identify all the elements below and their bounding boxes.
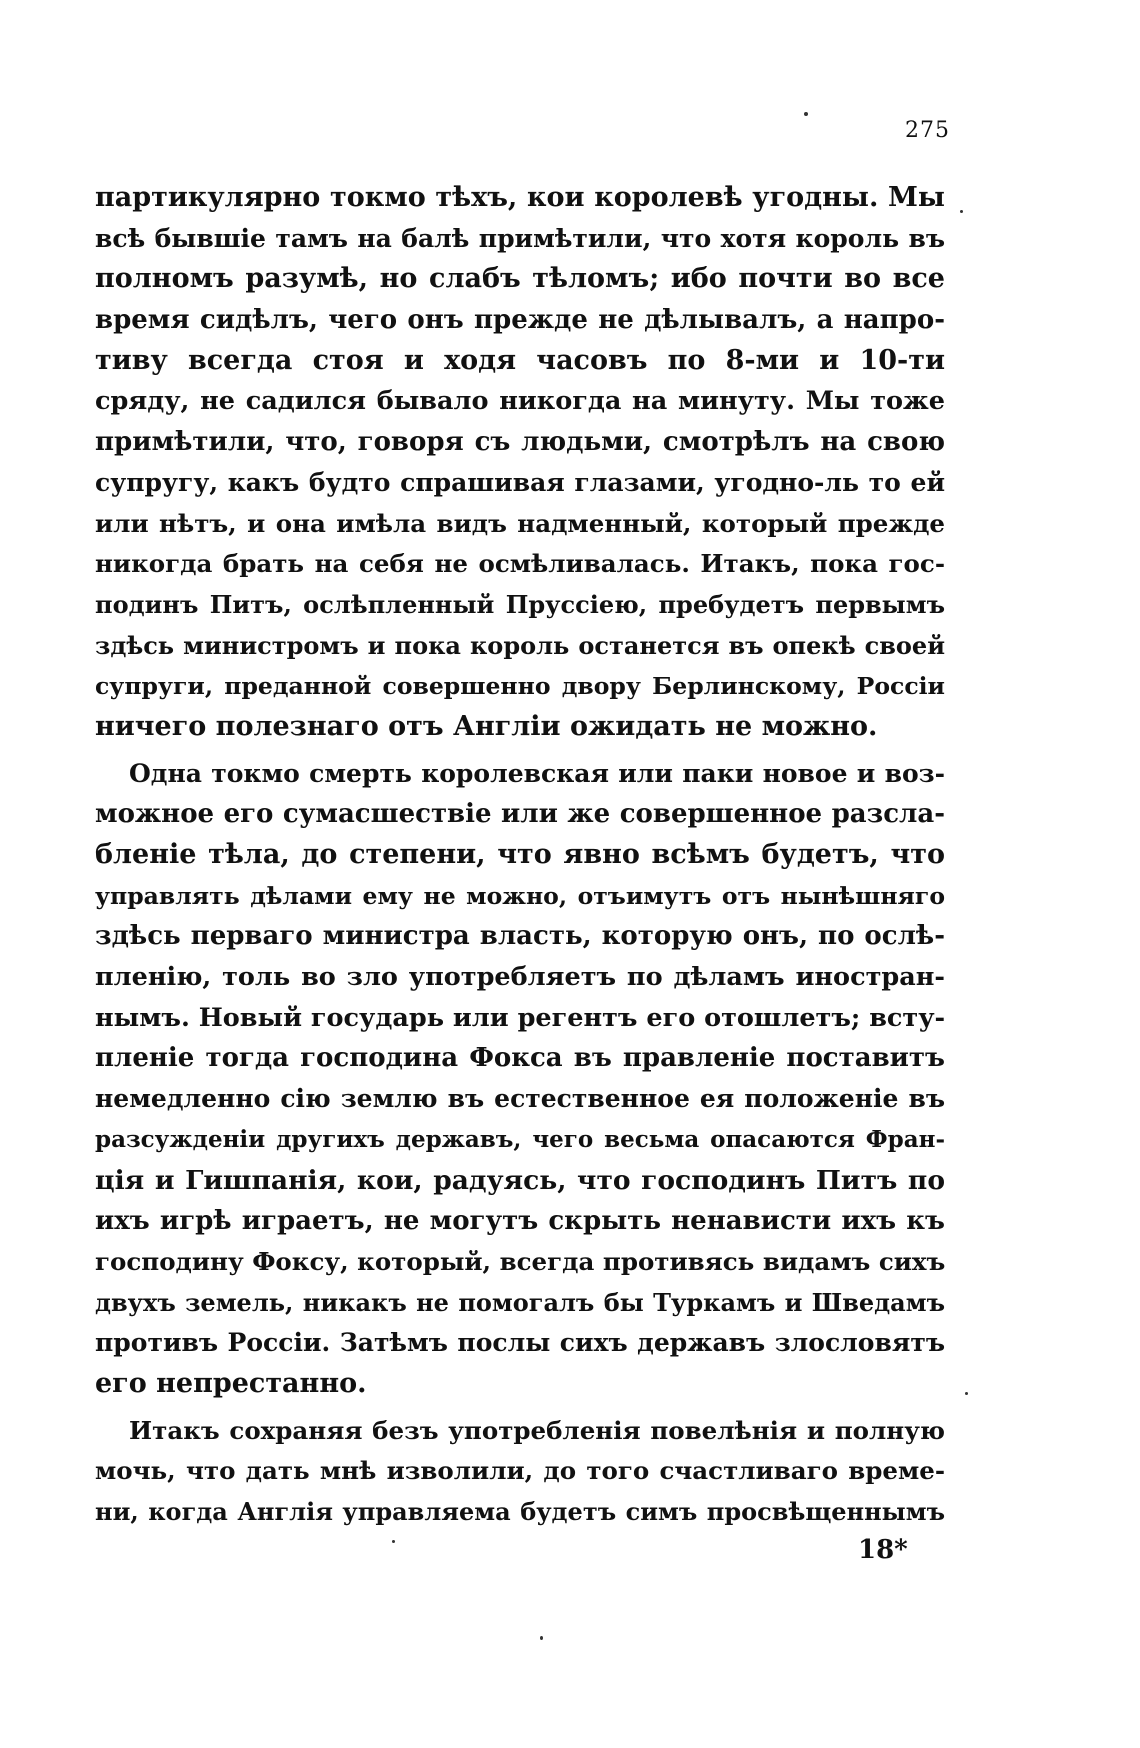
text-line: бленіе тѣла, до степени, что явно всѣмъ будетъ, что (95, 839, 945, 870)
paragraph-2 (95, 754, 945, 1405)
text-line: пленіе тогда господина Фокса въ правленіе поставитъ (95, 1043, 945, 1074)
text-line: его непрестанно. (95, 1367, 367, 1399)
paragraph-1 (95, 178, 945, 748)
print-speck (804, 112, 808, 116)
text-line: можное его сумасшествіе или же совершенное разсла- (95, 799, 945, 830)
text-line: ни, когда Англія управляема будетъ симъ просвѣщеннымъ (95, 1497, 945, 1526)
body-text (95, 178, 945, 1533)
signature-mark: 18* (858, 1535, 908, 1565)
text-line: мочь, что дать мнѣ изволили, до того счастливаго време- (95, 1456, 945, 1486)
paragraph-3 (95, 1411, 945, 1533)
text-line: нымъ. Новый государь или регентъ его отошлетъ; всту- (95, 1002, 945, 1033)
text-line: супругу, какъ будто спрашивая глазами, угодно-ль то ей (95, 467, 945, 497)
text-line: никогда брать на себя не осмѣливалась. Итакъ, пока гос- (95, 549, 945, 579)
text-line: или нѣтъ, и она имѣла видъ надменный, который прежде (95, 508, 945, 538)
text-line: здѣсь перваго министра власть, которую онъ, по ослѣ- (95, 921, 945, 952)
text-line: разсужденіи другихъ державъ, чего весьма опасаются Фран- (95, 1125, 945, 1153)
text-line: полномъ разумѣ, но слабъ тѣломъ; ибо почти во все (95, 263, 945, 295)
text-line: примѣтили, что, говоря съ людьми, смотрѣлъ на свою (95, 427, 945, 458)
text-line: подинъ Питъ, ослѣпленный Пруссіею, пребудетъ первымъ (95, 589, 945, 619)
print-speck (540, 1636, 543, 1640)
text-line: сряду, не садился бывало никогда на минуту. Мы тоже (95, 386, 945, 417)
text-line: тиву всегда стоя и ходя часовъ по 8-ми и 10-ти (95, 344, 945, 376)
text-line: супруги, преданной совершенно двору Берлинскому, Россіи (95, 672, 945, 701)
text-line: время сидѣлъ, чего онъ прежде не дѣлывалъ, а напро- (95, 305, 945, 336)
text-line: ція и Гишпанія, кои, радуясь, что господинъ Питъ по (95, 1164, 945, 1196)
text-line: Итакъ сохраняя безъ употребленія повелѣнія и полную (129, 1415, 945, 1445)
print-speck (960, 210, 963, 213)
text-line: немедленно сію землю въ естественное ея положеніе въ (95, 1084, 945, 1114)
text-line: здѣсь министромъ и пока король останется въ опекѣ своей (95, 630, 945, 660)
text-line: господину Фоксу, который, всегда противясь видамъ сихъ (95, 1246, 945, 1276)
text-line: ничего полезнаго отъ Англіи ожидать не можно. (95, 710, 878, 742)
print-speck (392, 1540, 395, 1543)
text-line: всѣ бывшіе тамъ на балѣ примѣтили, что хотя король въ (95, 223, 945, 253)
text-line: противъ Россіи. Затѣмъ послы сихъ державъ злословятъ (95, 1328, 945, 1358)
page-number: 275 (905, 118, 950, 143)
text-line: двухъ земель, никакъ не помогалъ бы Туркамъ и Шведамъ (95, 1287, 945, 1317)
text-line: управлять дѣлами ему не можно, отъимутъ отъ нынѣшняго (95, 881, 945, 910)
text-line: Одна токмо смерть королевская или паки новое и воз- (129, 758, 945, 788)
text-line: партикулярно токмо тѣхъ, кои королевѣ угодны. Мы (95, 182, 945, 213)
text-line: ихъ игрѣ играетъ, не могутъ скрыть ненависти ихъ къ (95, 1206, 945, 1237)
print-speck (965, 1392, 968, 1395)
text-line: пленію, толь во зло употребляетъ по дѣламъ иностран- (95, 962, 945, 993)
